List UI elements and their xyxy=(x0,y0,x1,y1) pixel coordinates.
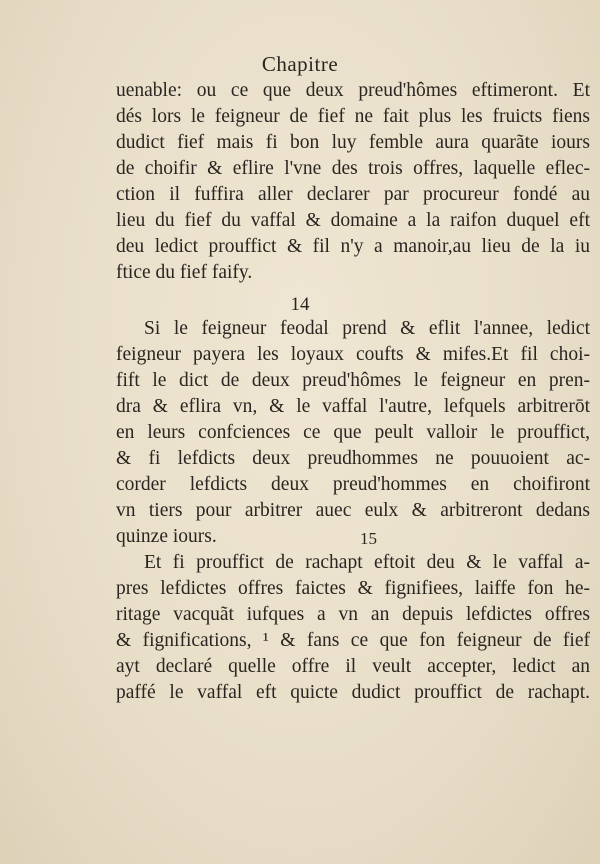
text-line: de choifir & eflire l'vne des trois offres, laquelle eflec- xyxy=(116,158,590,179)
text-line: fift le dict de deux preud'hômes le feigneur en pren- xyxy=(116,370,590,391)
text-line: lieu du fief du vaffal & domaine a la raifon duquel eft xyxy=(116,210,590,231)
text-line: vn tiers pour arbitrer auec eulx & arbitreront dedans xyxy=(116,500,590,521)
text-line: dudict fief mais fi bon luy femble aura quarãte iours xyxy=(116,132,590,153)
text-line: dés lors le feigneur de fief ne fait plus les fruicts fiens xyxy=(116,106,590,127)
text-line: Si le feigneur feodal prend & eflit l'annee, ledict xyxy=(144,318,590,339)
article-14-paragraph xyxy=(116,316,590,550)
paragraph-continuation xyxy=(116,78,590,286)
text-line: & fi lefdicts deux preudhommes ne pouuoient ac- xyxy=(116,448,590,469)
text-line: en leurs confciences ce que peult valloir le prouffict, xyxy=(116,422,590,443)
article-number-14: 14 xyxy=(290,294,310,315)
article-number-15: 15 xyxy=(360,529,377,548)
running-head: Chapitre xyxy=(261,52,339,76)
text-line: dra & eflira vn, & le vaffal l'autre, lefquels arbitrerōt xyxy=(116,396,590,417)
text-line-last xyxy=(116,524,590,550)
text-line: & fignifications, ¹ & fans ce que fon feigneur de fief xyxy=(116,630,590,651)
text-line: ritage vacquãt iufques a vn an depuis lefdictes offres xyxy=(116,604,590,625)
text-line: paffé le vaffal eft quicte dudict prouffict de rachapt. xyxy=(116,682,590,703)
text-line: deu ledict prouffict & fil n'y a manoir,au lieu de la iu xyxy=(116,236,590,257)
text-line: ftice du fief faify. xyxy=(116,262,253,283)
text-line: Et fi prouffict de rachapt eftoit deu & le vaffal a- xyxy=(144,552,590,573)
text-line: feigneur payera les loyaux coufts & mifes.Et fil choi- xyxy=(116,344,590,365)
text-line: corder lefdicts deux preud'hommes en choifiront xyxy=(116,474,590,495)
text-line: uenable: ou ce que deux preud'hômes eftimeront. Et xyxy=(116,80,590,101)
text-line: ction il fuffira aller declarer par procureur fondé au xyxy=(116,184,590,205)
text-line: quinze iours. xyxy=(116,526,217,547)
text-line: pres lefdictes offres faictes & fignifiees, laiffe fon he- xyxy=(116,578,590,599)
article-15-paragraph xyxy=(116,550,590,706)
text-line: ayt declaré quelle offre il veult accepter, ledict an xyxy=(116,656,590,677)
